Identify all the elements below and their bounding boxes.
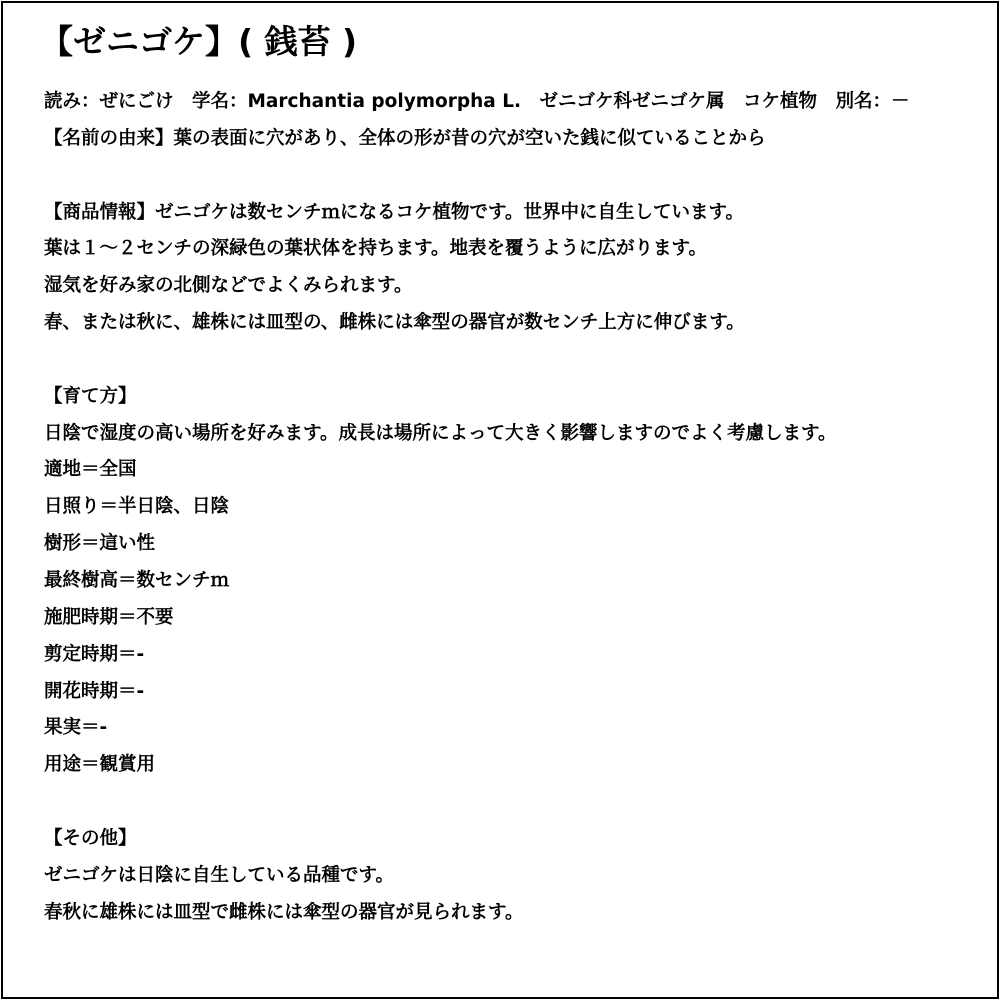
spec-sunlight: 日照り＝半日陰、日陰 [44, 496, 230, 518]
other-text-line: ゼニゴケは日陰に自生している品種です。 [44, 864, 395, 886]
other-text-line: 春秋に雄株には皿型で雌株には傘型の器官が見られます。 [44, 901, 524, 923]
product-info-line: 葉は１～２センチの深緑色の葉状体を持ちます。地表を覆うように広がります。 [44, 238, 708, 260]
spec-flowering-period: 開花時期＝- [44, 680, 145, 702]
product-info-line: 【商品情報】ゼニゴケは数センチｍになるコケ植物です。世界中に自生しています。 [44, 201, 745, 223]
spec-fertilizer-period: 施肥時期＝不要 [44, 606, 174, 628]
blank-line [44, 342, 994, 379]
spec-suitable-area: 適地＝全国 [44, 459, 137, 481]
reading-line: 読み：ぜにごけ 学名：Marchantia polymorpha L. ゼニゴケ科ゼニゴケ属 コケ植物 別名：－ [44, 91, 910, 112]
blank-line [44, 784, 994, 821]
care-heading: 【育て方】 [44, 385, 137, 407]
spec-pruning-period: 剪定時期＝- [44, 643, 145, 665]
description-text [44, 84, 994, 931]
page-title: 【ゼニゴケ】( 銭苔 ) [40, 22, 358, 61]
spec-usage: 用途＝観賞用 [44, 754, 156, 776]
blank-line [44, 158, 994, 195]
product-info-line: 湿気を好み家の北側などでよくみられます。 [44, 275, 413, 297]
care-text-line: 日陰で湿度の高い場所を好みます。成長は場所によって大きく影響しますのでよく考慮します。 [44, 422, 837, 444]
name-origin-line: 【名前の由来】葉の表面に穴があり、全体の形が昔の穴が空いた銭に似ていることから [44, 127, 766, 149]
other-heading: 【その他】 [44, 827, 137, 849]
spec-final-height: 最終樹高＝数センチｍ [44, 569, 230, 591]
spec-growth-form: 樹形＝這い性 [44, 533, 156, 555]
product-info-line: 春、または秋に、雄株には皿型の、雌株には傘型の器官が数センチ上方に伸びます。 [44, 312, 745, 334]
spec-fruit: 果実＝- [44, 717, 108, 739]
